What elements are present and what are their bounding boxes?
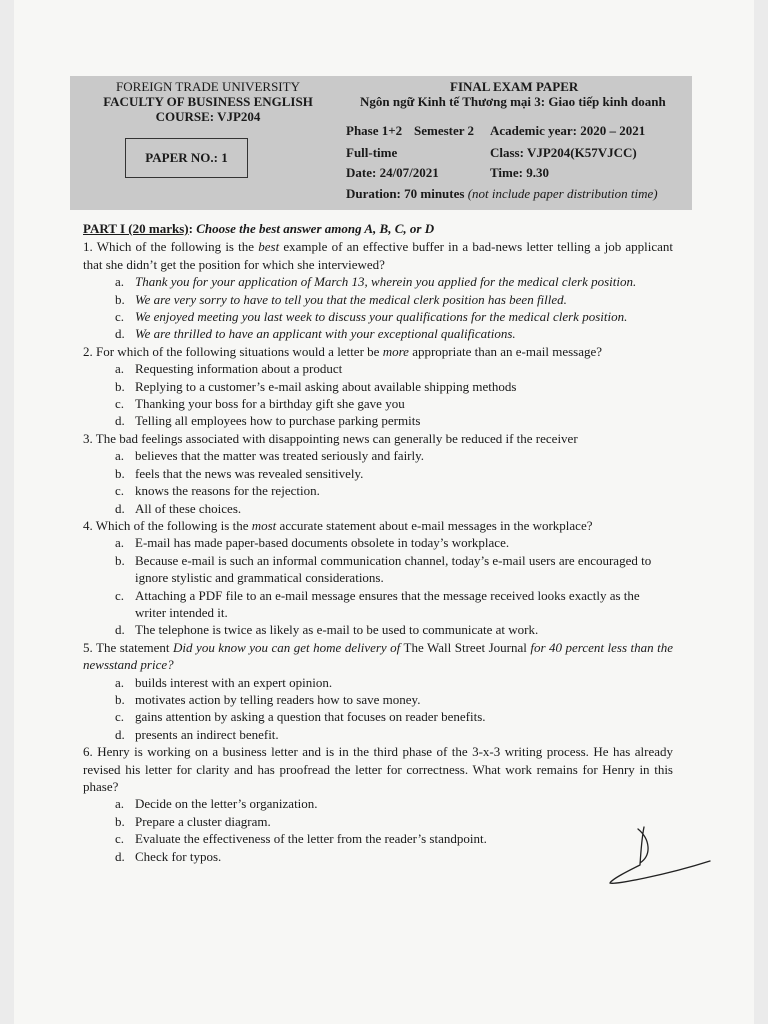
answer-option: a. Requesting information about a product xyxy=(115,361,343,377)
answer-option: c. We enjoyed meeting you last week to discuss your qualifications for the medical clerk position. xyxy=(115,309,628,325)
answer-option: d. All of these choices. xyxy=(115,500,242,516)
semester: Semester 2 xyxy=(414,123,475,138)
exam-title: FINAL EXAM PAPER xyxy=(450,79,579,94)
part-instruction: Choose the best answer among A, B, C, or D xyxy=(196,221,435,236)
exam-time: Time: 9.30 xyxy=(490,165,549,180)
course-code: COURSE: VJP204 xyxy=(155,109,261,124)
paper-number: PAPER NO.: 1 xyxy=(145,150,228,165)
answer-option: c. knows the reasons for the rejection. xyxy=(115,483,320,499)
class-code: Class: VJP204(K57VJCC) xyxy=(490,145,637,160)
paper-number-box xyxy=(125,138,248,178)
study-mode: Full-time xyxy=(346,145,398,160)
university-name: FOREIGN TRADE UNIVERSITY xyxy=(116,79,300,94)
answer-option: d. Telling all employees how to purchase parking permits xyxy=(115,413,421,429)
answer-option: a. builds interest with an expert opinion. xyxy=(115,674,333,690)
question-stem: 3. The bad feelings associated with disappointing news can generally be reduced if the receiver xyxy=(83,430,578,446)
answer-option: b. motivates action by telling readers how to save money. xyxy=(115,691,421,707)
answer-option: c. Evaluate the effectiveness of the letter from the reader’s standpoint. xyxy=(115,831,487,847)
answer-option: d. The telephone is twice as likely as e-mail to be used to communicate at work. xyxy=(115,622,539,638)
answer-option: b. Prepare a cluster diagram. xyxy=(115,813,271,829)
part-title: PART I (20 marks) xyxy=(83,221,189,236)
duration: Duration: 70 minutes xyxy=(346,186,465,201)
phase: Phase 1+2 xyxy=(346,123,403,138)
answer-option: a. believes that the matter was treated seriously and fairly. xyxy=(115,448,425,464)
answer-option: d. We are thrilled to have an applicant with your exceptional qualifications. xyxy=(115,326,516,342)
duration-line xyxy=(346,186,658,201)
answer-option: c. Thanking your boss for a birthday gift she gave you xyxy=(115,396,405,412)
duration-note: (not include paper distribution time) xyxy=(467,186,658,201)
answer-option: d. presents an indirect benefit. xyxy=(115,726,279,742)
question-stem: 2. For which of the following situations would a letter be more appropriate than an e-mail message? xyxy=(83,343,603,359)
part-heading: PART I (20 marks): Choose the best answer among A, B, C, or D xyxy=(83,221,435,236)
question-stem: 4. Which of the following is the most accurate statement about e-mail messages in the workplace? xyxy=(83,517,593,533)
exam-date: Date: 24/07/2021 xyxy=(346,165,439,180)
answer-option: c. Attaching a PDF file to an e-mail message ensures that the message received looks exactly as the writer intended it. xyxy=(115,587,640,620)
answer-option: a. Decide on the letter’s organization. xyxy=(115,796,318,812)
answer-option: a. Thank you for your application of March 13, wherein you applied for the medical clerk position. xyxy=(115,274,637,290)
exam-content xyxy=(83,220,673,865)
answer-option: b. Replying to a customer’s e-mail asking about available shipping methods xyxy=(115,378,517,394)
question-stem: 1. Which of the following is the best example of an effective buffer in a bad-news letter telling a job applicant that she didn’t get the position for which she interviewed? xyxy=(83,239,674,272)
handwritten-signature xyxy=(606,815,716,890)
answer-option: d. Check for typos. xyxy=(115,848,222,864)
answer-option: b. We are very sorry to have to tell you that the medical clerk position has been filled. xyxy=(115,291,567,307)
subject-name: Ngôn ngữ Kinh tế Thương mại 3: Giao tiếp kinh doanh xyxy=(360,94,666,109)
answer-option: b. Because e-mail is such an informal communication channel, today’s e-mail users are encouraged to ignore stylistic and grammatical considerations. xyxy=(115,552,652,586)
academic-year: Academic year: 2020 – 2021 xyxy=(490,123,646,138)
answer-option: a. E-mail has made paper-based documents obsolete in today’s workplace. xyxy=(115,535,510,551)
answer-option: c. gains attention by asking a question that focuses on reader benefits. xyxy=(115,709,486,725)
question-stem: 6. Henry is working on a business letter and is in the third phase of the 3-x-3 writing process. He has already revised his letter for clarity and has proofread the letter for correctness. What work remains for Henry in this phase? xyxy=(83,744,673,794)
answer-option: b. feels that the news was revealed sensitively. xyxy=(115,465,364,481)
question-stem: 5. The statement Did you know you can get home delivery of The Wall Street Journal for 40 percent less than the newsstand price? xyxy=(83,639,673,673)
faculty-name: FACULTY OF BUSINESS ENGLISH xyxy=(103,94,313,109)
